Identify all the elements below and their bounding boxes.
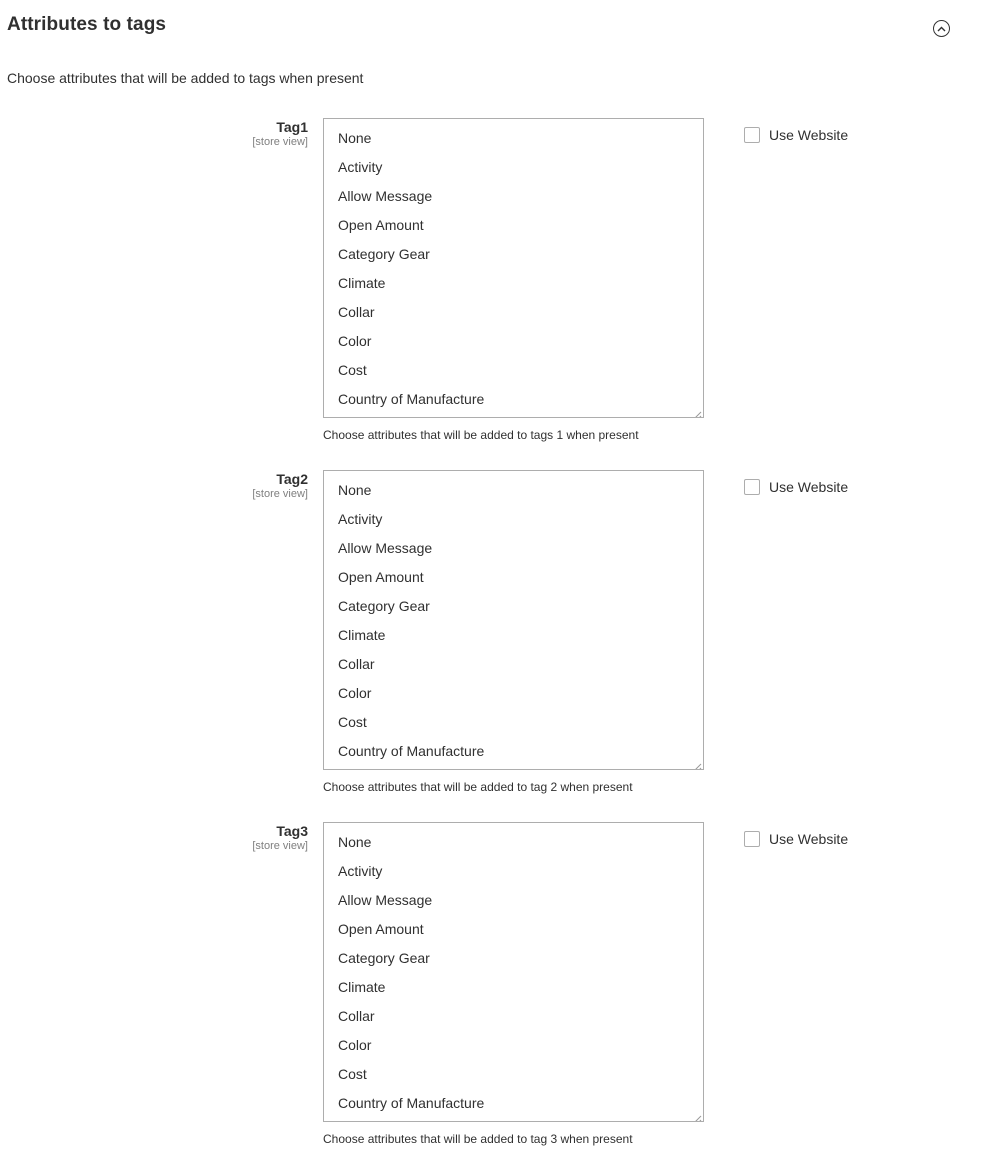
list-item[interactable]: Collar [338,656,375,672]
list-item[interactable]: Country of Manufacture [338,391,485,407]
use-website-checkbox[interactable] [744,479,760,495]
field-label [252,119,308,149]
list-item[interactable]: Open Amount [338,569,424,585]
list-item[interactable]: Collar [338,1008,375,1024]
field-label-name: Tag2 [276,471,308,487]
list-item[interactable]: Country of Manufacture [338,1095,485,1111]
tag2-multiselect[interactable] [323,470,704,770]
use-website-label[interactable]: Use Website [769,479,849,495]
list-item[interactable]: Country of Manufacture [338,743,485,759]
list-item[interactable]: Open Amount [338,217,424,233]
list-item[interactable]: Allow Message [338,892,433,908]
list-item[interactable]: Category Gear [338,598,430,614]
collapse-section-button[interactable] [933,20,950,37]
field-row-tag1 [0,118,983,458]
list-item[interactable]: Category Gear [338,246,430,262]
chevron-up-icon [937,26,946,32]
field-scope: [store view] [252,488,308,500]
field-label-name: Tag1 [276,119,308,135]
use-website-label[interactable]: Use Website [769,127,849,143]
list-item[interactable]: Cost [338,362,367,378]
list-item[interactable]: Cost [338,714,367,730]
list-item[interactable]: Activity [338,511,383,527]
list-item[interactable]: Climate [338,627,386,643]
field-row-tag2 [0,470,983,810]
list-item[interactable]: Color [338,333,372,349]
tag3-multiselect[interactable] [323,822,704,1122]
section-title[interactable]: Attributes to tags [7,14,167,35]
list-item[interactable]: Activity [338,863,383,879]
list-item[interactable]: None [338,130,372,146]
field-label [252,823,308,853]
list-item[interactable]: Climate [338,275,386,291]
list-item[interactable]: Color [338,1037,372,1053]
list-item[interactable]: None [338,482,372,498]
use-website-option[interactable] [744,479,848,495]
field-note: Choose attributes that will be added to tag 3 when present [323,1132,633,1146]
resize-grip-icon[interactable] [693,759,702,768]
use-website-checkbox[interactable] [744,831,760,847]
field-label [252,471,308,501]
use-website-label[interactable]: Use Website [769,831,849,847]
section-description: Choose attributes that will be added to tags when present [7,70,364,86]
list-item[interactable]: Cost [338,1066,367,1082]
list-item[interactable]: Color [338,685,372,701]
resize-grip-icon[interactable] [693,1111,702,1120]
list-item[interactable]: None [338,834,372,850]
list-item[interactable]: Open Amount [338,921,424,937]
use-website-option[interactable] [744,127,848,143]
use-website-checkbox[interactable] [744,127,760,143]
list-item[interactable]: Collar [338,304,375,320]
field-scope: [store view] [252,840,308,852]
list-item[interactable]: Activity [338,159,383,175]
list-item[interactable]: Allow Message [338,188,433,204]
field-label-name: Tag3 [276,823,308,839]
field-note: Choose attributes that will be added to tags 1 when present [323,428,639,442]
list-item[interactable]: Climate [338,979,386,995]
list-item[interactable]: Allow Message [338,540,433,556]
field-scope: [store view] [252,136,308,148]
field-row-tag3 [0,822,983,1162]
list-item[interactable]: Category Gear [338,950,430,966]
field-note: Choose attributes that will be added to tag 2 when present [323,780,633,794]
resize-grip-icon[interactable] [693,407,702,416]
tag1-multiselect[interactable] [323,118,704,418]
use-website-option[interactable] [744,831,848,847]
